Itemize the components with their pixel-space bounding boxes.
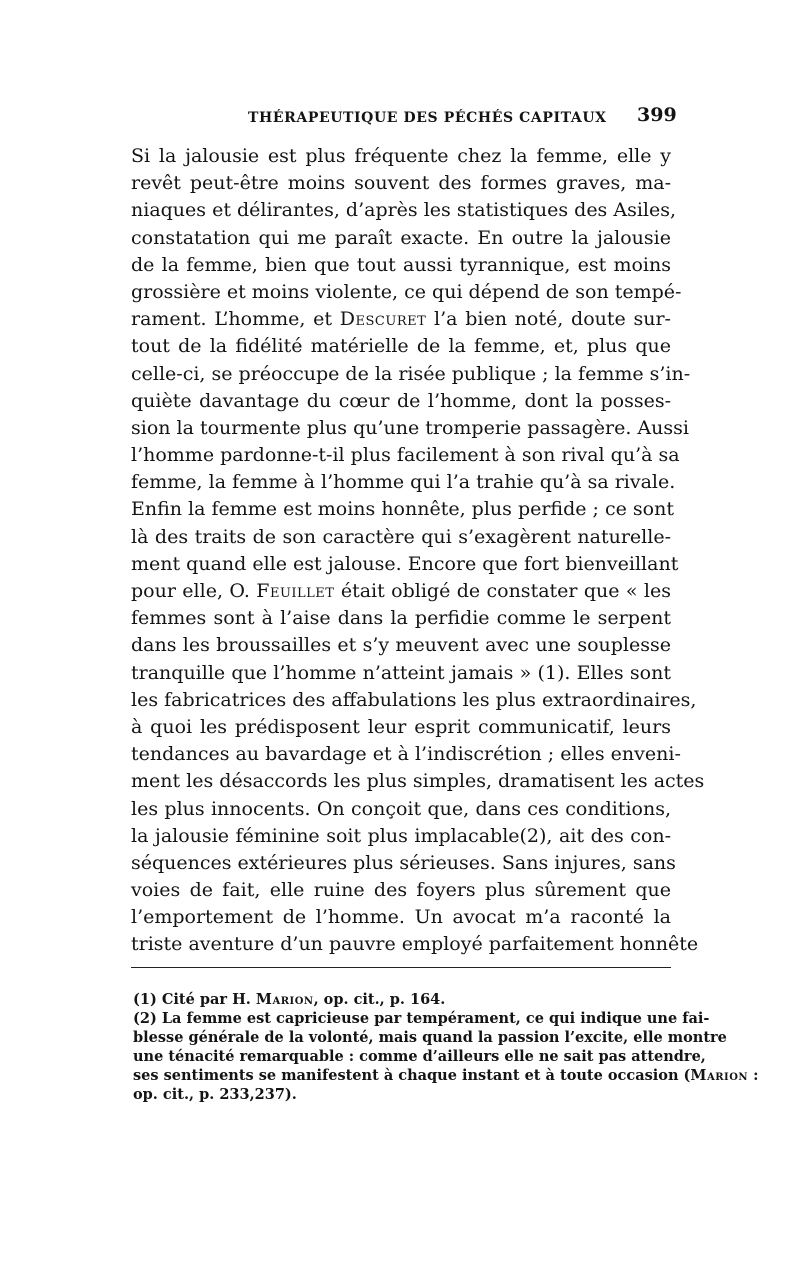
text-line: les fabricatrices des affabulations les plus extraordinaires, [131,688,697,711]
text-line: constatation qui me paraît exacte. En outre la jalousie [131,226,671,249]
footnote-2-line: (2) La femme est capricieuse par tempérament, ce qui indique une fai- [133,1010,710,1027]
text-line [131,306,671,333]
text-fragment: , op. cit., p. 164. [313,991,446,1008]
text-line [131,578,671,605]
text-line: celle-ci, se préoccupe de la risée publique ; la femme s’in- [131,362,691,385]
text-fragment: pour elle, O. [131,580,257,602]
page-number: 399 [637,104,677,126]
text-fragment: ses sentiments se manifestent à chaque instant et à toute occasion ( [133,1067,691,1084]
text-line: à quoi les prédisposent leur esprit communicatif, leurs [131,715,671,738]
author-name-descuret: Descuret [339,308,427,331]
text-line: tout de la fidélité matérielle de la femme, et, plus que [131,335,671,358]
text-line: tendances au bavardage et à l’indiscrétion ; elles enveni- [131,743,681,766]
text-line: voies de fait, elle ruine des foyers plus sûrement que [131,879,671,902]
text-line: dans les broussailles et s’y meuvent avec une souplesse [131,634,671,657]
text-line: l’homme pardonne-t-il plus facilement à son rival qu’à sa [131,444,680,467]
text-line: femme, la femme à l’homme qui l’a trahie qu’à sa rivale. [131,471,676,494]
text-line: de la femme, bien que tout aussi tyrannique, est moins [131,253,671,276]
text-line: Enfin la femme est moins honnête, plus perfide ; ce sont [131,498,674,521]
footnote-1 [133,990,671,1009]
text-fragment: était obligé de constater que « les [334,580,671,602]
text-line: quiète davantage du cœur de l’homme, dont la posses- [131,389,671,412]
footnotes [133,990,759,1104]
footnote-author: Marion [255,991,314,1008]
footnote-2-line: blesse générale de la volonté, mais quand la passion l’excite, elle montre [133,1029,727,1046]
text-fragment: Cité par H. [156,991,256,1008]
text-line: l’emportement de l’homme. Un avocat m’a raconté la [131,906,671,929]
text-line: grossière et moins violente, ce qui dépend de son tempé- [131,280,682,303]
footnote-divider [131,967,671,968]
text-line: ment quand elle est jalouse. Encore que fort bienveillant [131,552,679,575]
text-line: revêt peut-être moins souvent des formes graves, ma- [131,172,671,195]
footnote-author: Marion [690,1067,749,1084]
text-line: femmes sont à l’aise dans la perfidie comme le serpent [131,607,671,630]
text-fragment: : [748,1067,759,1084]
footnote-2-line: une ténacité remarquable : comme d’ailleurs elle ne sait pas attendre, [133,1048,706,1065]
text-line: Si la jalousie est plus fréquente chez la femme, elle y [131,145,671,167]
text-line: niaques et délirantes, d’après les statistiques des Asiles, [131,199,677,222]
text-line: triste aventure d’un pauvre employé parfaitement honnête [131,933,699,956]
footnote-2-line: op. cit., p. 233,237). [133,1086,297,1103]
footnote-2-line [133,1066,759,1085]
text-line: les plus innocents. On conçoit que, dans ces conditions, [131,797,671,820]
body-text [131,143,705,959]
text-line: sion la tourmente plus qu’une tromperie passagère. Aussi [131,416,689,439]
text-line: là des traits de son caractère qui s’exagèrent naturelle- [131,525,671,548]
running-title: THÉRAPEUTIQUE DES PÉCHÉS CAPITAUX [248,110,607,126]
text-line: la jalousie féminine soit plus implacable(2), ait des con- [131,824,671,847]
author-name-feuillet: Feuillet [256,580,335,602]
text-fragment: l’a bien noté, doute sur- [426,308,671,331]
footnote-marker: (1) [133,991,157,1008]
text-line: ment les désaccords les plus simples, dramatisent les actes [131,770,705,793]
text-line: séquences extérieures plus sérieuses. Sans injures, sans [131,851,676,874]
text-fragment: rament. L’homme, et [131,308,340,331]
text-line: tranquille que l’homme n’atteint jamais » (1). Elles sont [131,661,671,684]
